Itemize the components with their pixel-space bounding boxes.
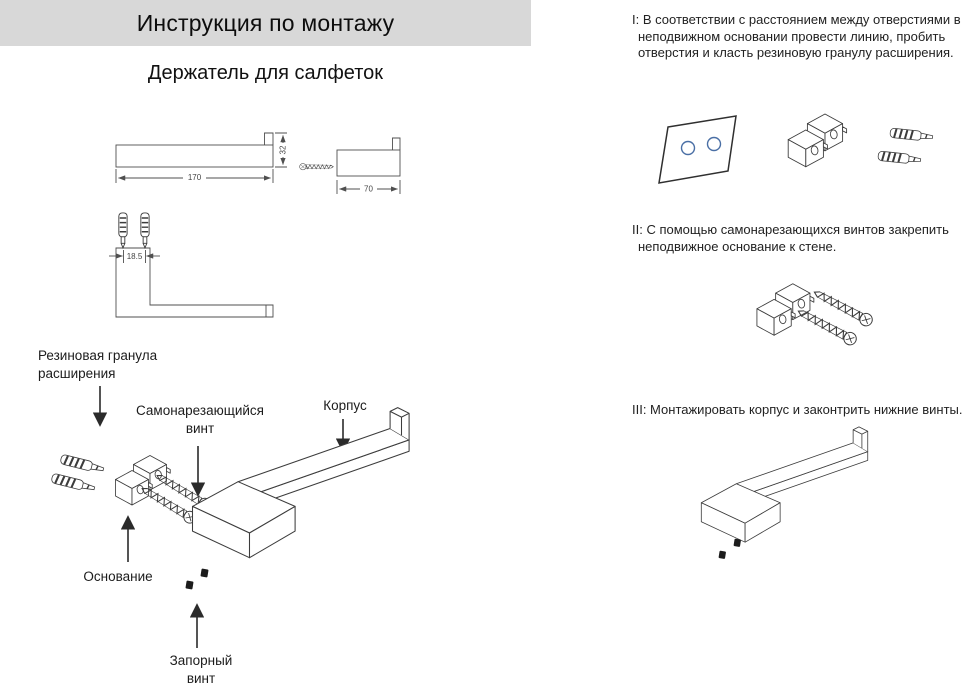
base-part-icon: [116, 456, 171, 506]
product-subtitle: Держатель для салфеток: [147, 62, 384, 84]
step-3-illustration: [632, 418, 970, 593]
plug-icon: [141, 213, 149, 248]
base-label: Основание: [83, 569, 153, 584]
lock-screw-icon: [718, 551, 726, 559]
step-2-text: II: С помощью самонарезающихся винтов закрепить неподвижное основание к стене.: [632, 222, 949, 254]
plug-icon: [119, 213, 127, 248]
base-part-icon: [757, 284, 814, 335]
page-title: Инструкция по монтажу: [136, 9, 395, 36]
step-2-illustration: [632, 266, 962, 396]
screw-label: Самонарезающийся винт: [136, 403, 264, 436]
dim-height: 32: [278, 145, 288, 155]
lock-screw-icon: [185, 581, 193, 590]
rubber-plug-label: Резиновая гранула расширения: [38, 348, 158, 381]
rubber-plug-icon: [51, 473, 96, 493]
top-view: [109, 213, 273, 317]
lock-screw-icon: [200, 569, 208, 578]
screw-icon: [300, 163, 334, 169]
dim-depth: 70: [364, 184, 373, 194]
header-bar: [0, 0, 531, 46]
dim-hole-spacing: 18.5: [126, 252, 143, 261]
lock-screw-label: Запорный винт: [169, 653, 233, 686]
rubber-plug-icon: [878, 151, 921, 165]
rubber-plug-icon: [890, 128, 933, 142]
side-view: [300, 138, 400, 194]
technical-drawing: [0, 93, 620, 345]
rubber-plug-icon: [60, 454, 105, 474]
front-view: [116, 133, 288, 183]
wall-icon: [659, 116, 736, 183]
body-label: Корпус: [323, 398, 367, 413]
base-part-icon: [788, 114, 846, 167]
step-1-illustration: [632, 93, 962, 215]
lock-screw-icon: [733, 539, 741, 547]
dim-length: 170: [187, 173, 202, 182]
holder-body-icon: [701, 427, 867, 542]
step-3-text: III: Монтажировать корпус и законтрить нижние винты.: [632, 402, 963, 417]
screw-icon: [812, 287, 875, 328]
step-1-text: I: В соответствии с расстоянием между отверстиями в неподвижном основании провести линию, пробить отверстия и класть резиновую гранулу расширения.: [632, 12, 961, 61]
